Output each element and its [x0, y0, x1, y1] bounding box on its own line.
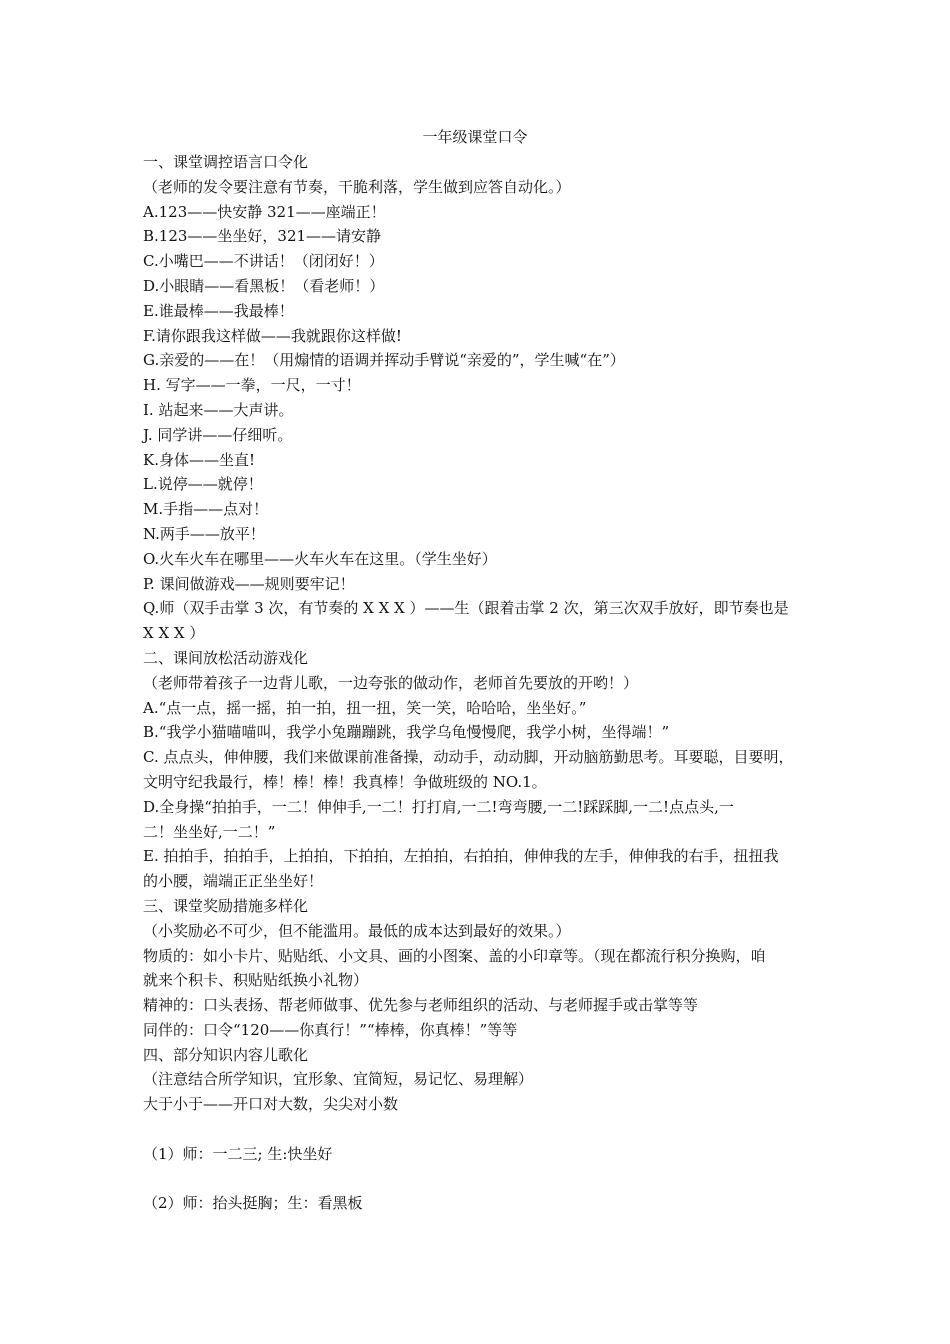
body-line: 文明守纪我最行，棒！棒！棒！我真棒！争做班级的 NO.1。 — [143, 772, 547, 791]
blank-line — [143, 1167, 813, 1192]
page-title: 一年级课堂口令 — [422, 128, 528, 146]
chant-line: （1）师：一二三; 生:快坐好 — [143, 1144, 333, 1163]
body-line: E.谁最棒——我最棒！ — [143, 301, 294, 320]
body-line: C.小嘴巴——不讲话！（闭闭好！） — [143, 252, 384, 271]
body-line: N.两手——放平！ — [143, 524, 265, 543]
body-line: H. 写字——一拳，一尺，一寸！ — [143, 376, 361, 395]
body-line: E. 拍拍手，拍拍手，上拍拍，下拍拍，左拍拍，右拍拍，伸伸我的左手，伸伸我的右手，扭扭我 — [143, 847, 779, 866]
document-body — [143, 150, 813, 1216]
section-note: （老师的发令要注意有节奏，干脆利落，学生做到应答自动化。） — [143, 177, 571, 196]
section-heading: 一、课堂调控语言口令化 — [143, 153, 309, 171]
body-line: D.小眼睛——看黑板！（看老师！） — [143, 276, 385, 295]
body-line: 二！坐坐好,一二！” — [143, 822, 276, 841]
body-line: 精神的：口头表扬、帮老师做事、优先参与老师组织的活动、与老师握手或击掌等等 — [143, 996, 699, 1015]
body-line: G.亲爱的——在！（用煽情的语调并挥动手臂说“亲爱的”，学生喊“在”） — [143, 351, 625, 370]
blank-line — [143, 1117, 813, 1142]
section-note: （小奖励必不可少，但不能滥用。最低的成本达到最好的效果。） — [143, 921, 571, 940]
body-line: L.说停——就停！ — [143, 475, 263, 494]
section-note: （注意结合所学知识，宜形象、宜简短，易记忆、易理解） — [143, 1070, 534, 1089]
chant-line: （2）师：抬头挺胸；生：看黑板 — [143, 1194, 363, 1213]
body-line: Q.师（双手击掌 3 次，有节奏的 X X X ）——生（跟着击掌 2 次，第三次双手放好，即节奏也是 — [143, 599, 789, 618]
body-line: I. 站起来——大声讲。 — [143, 400, 294, 419]
body-line: A.123——快安静 321——座端正！ — [143, 202, 386, 221]
body-line: 同伴的：口令“120——你真行！”“棒棒，你真棒！”等等 — [143, 1020, 518, 1039]
section-heading: 三、课堂奖励措施多样化 — [143, 896, 309, 915]
body-line: J. 同学讲——仔细听。 — [143, 425, 293, 444]
body-line: B.“我学小猫喵喵叫，我学小兔蹦蹦跳，我学乌龟慢慢爬，我学小树，坐得端！” — [143, 723, 670, 742]
body-line: 物质的：如小卡片、贴贴纸、小文具、画的小图案、盖的小印章等。（现在都流行积分换购，咱 — [143, 946, 766, 965]
section-heading: 四、部分知识内容儿歌化 — [143, 1045, 309, 1064]
section-heading: 二、课间放松活动游戏化 — [143, 648, 309, 667]
body-line: M.手指——点对！ — [143, 500, 269, 519]
body-line: K.身体——坐直! — [143, 450, 256, 469]
body-line: 大于小于——开口对大数，尖尖对小数 — [143, 1095, 399, 1114]
body-line: C. 点点头，伸伸腰，我们来做课前准备操，动动手，动动脚，开动脑筋勤思考。耳要聪，目要明， — [143, 748, 794, 767]
body-line: 就来个积卡、积贴贴纸换小礼物） — [143, 971, 369, 990]
body-line: X X X ） — [143, 624, 205, 643]
body-line: A.“点一点，摇一摇，拍一拍，扭一扭，笑一笑，哈哈哈，坐坐好。” — [143, 698, 587, 717]
section-note: （老师带着孩子一边背儿歌，一边夸张的做动作，老师首先要放的开哟！） — [143, 673, 639, 692]
body-line: 的小腰，端端正正坐坐好！ — [143, 872, 324, 891]
body-line: D.全身操“拍拍手，一二！伸伸手,一二！打打肩,一二!弯弯腰,一二!踩踩脚,一二!点点头,一 — [143, 797, 734, 816]
body-line: O.火车火车在哪里——火车火车在这里。（学生坐好） — [143, 549, 497, 568]
body-line: B.123——坐坐好，321——请安静 — [143, 227, 382, 246]
body-line: P. 课间做游戏——规则要牢记！ — [143, 574, 355, 593]
body-line: F.请你跟我这样做——我就跟你这样做! — [143, 326, 402, 345]
